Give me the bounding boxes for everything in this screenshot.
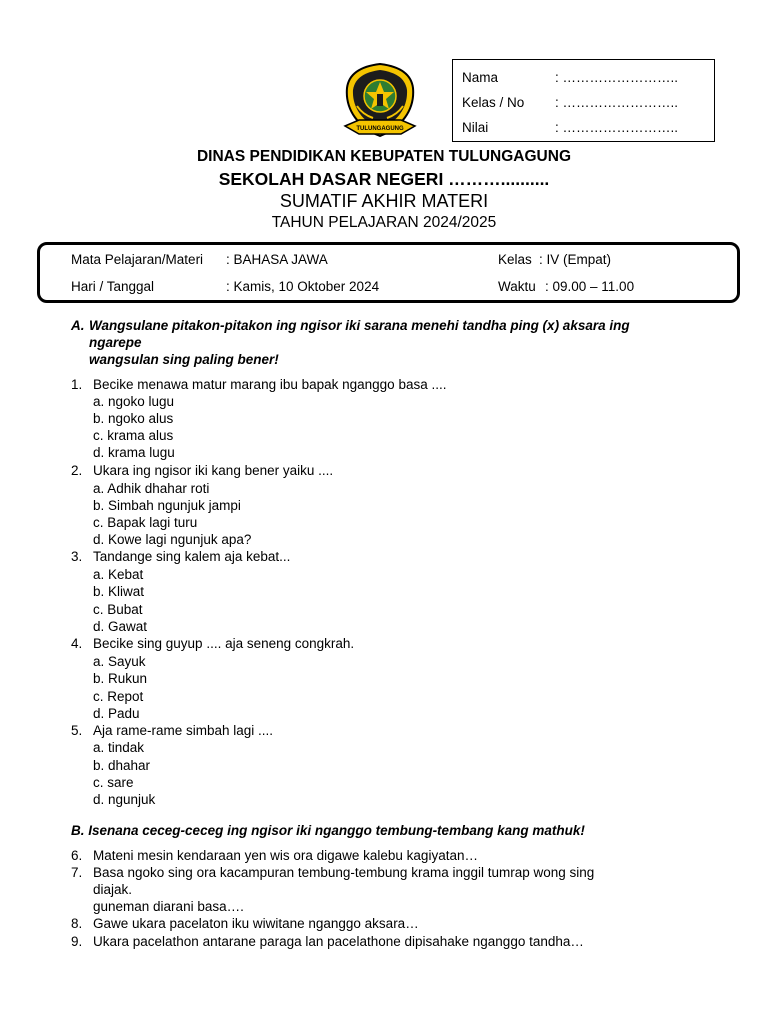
tulungagung-coat-of-arms-logo xyxy=(339,62,421,144)
exam-info-box xyxy=(37,242,740,303)
question-number: 9. xyxy=(71,934,83,949)
answer-option[interactable]: c. sare xyxy=(93,775,134,790)
identity-label: Nama xyxy=(462,70,499,85)
answer-option[interactable]: c. Bubat xyxy=(93,602,143,617)
identity-value-field[interactable]: : …………………….. xyxy=(555,120,679,135)
answer-option[interactable]: b. Kliwat xyxy=(93,584,145,599)
answer-option[interactable]: d. Padu xyxy=(93,706,140,721)
section-a-instruction-line2: ngarepe xyxy=(89,335,142,350)
question-text: Ukara ing ngisor iki kang bener yaiku .... xyxy=(93,463,334,478)
class-value: : IV (Empat) xyxy=(539,252,612,267)
answer-option[interactable]: b. Rukun xyxy=(93,671,148,686)
answer-option[interactable]: d. krama lugu xyxy=(93,445,175,460)
answer-option[interactable]: c. Repot xyxy=(93,689,144,704)
answer-option[interactable]: a. Sayuk xyxy=(93,654,146,669)
question-text: Aja rame-rame simbah lagi .... xyxy=(93,723,274,738)
answer-option[interactable]: a. tindak xyxy=(93,740,145,755)
answer-option[interactable]: a. Adhik dhahar roti xyxy=(93,481,210,496)
question-number: 4. xyxy=(71,636,83,651)
school-title: SEKOLAH DASAR NEGERI ……….......... xyxy=(218,169,550,189)
question-text: Becike menawa matur marang ibu bapak nganggo basa .... xyxy=(93,377,447,392)
answer-option[interactable]: b. Simbah ngunjuk jampi xyxy=(93,498,241,513)
subject-value: : BAHASA JAWA xyxy=(226,252,328,267)
answer-option[interactable]: b. dhahar xyxy=(93,758,151,773)
exam-title: SUMATIF AKHIR MATERI xyxy=(279,191,489,211)
question-text-continuation: diajak. xyxy=(93,882,133,897)
question-number: 3. xyxy=(71,549,83,564)
question-text: Tandange sing kalem aja kebat... xyxy=(93,549,291,564)
subject-label: Mata Pelajaran/Materi xyxy=(71,252,204,267)
identity-value-field[interactable]: : …………………….. xyxy=(555,95,679,110)
time-label: Waktu xyxy=(498,279,536,294)
section-b-instruction: B. Isenana ceceg-ceceg ing ngisor iki nganggo tembung-tembang kang mathuk! xyxy=(71,823,585,838)
question-number: 5. xyxy=(71,723,83,738)
academic-year: TAHUN PELAJARAN 2024/2025 xyxy=(271,214,497,231)
answer-option[interactable]: a. Kebat xyxy=(93,567,144,582)
answer-option[interactable]: d. Kowe lagi ngunjuk apa? xyxy=(93,532,252,547)
identity-value-field[interactable]: : …………………….. xyxy=(555,70,679,85)
section-a-instruction-line3: wangsulan sing paling bener! xyxy=(89,352,279,367)
answer-option[interactable]: d. Gawat xyxy=(93,619,148,634)
identity-label: Nilai xyxy=(462,120,489,135)
question-text: Ukara pacelathon antarane paraga lan pacelathone dipisahake nganggo tandha… xyxy=(93,934,584,949)
logo-banner-text: TULUNGAGUNG xyxy=(356,126,404,132)
class-label: Kelas xyxy=(498,252,532,267)
student-identity-box xyxy=(452,59,715,142)
identity-label: Kelas / No xyxy=(462,95,525,110)
day-label: Hari / Tanggal xyxy=(71,279,155,294)
time-value: : 09.00 – 11.00 xyxy=(545,279,635,294)
day-value: : Kamis, 10 Oktober 2024 xyxy=(226,279,380,294)
question-text: Mateni mesin kendaraan yen wis ora digawe kalebu kagiyatan… xyxy=(93,848,478,863)
question-number: 1. xyxy=(71,377,83,392)
answer-option[interactable]: c. krama alus xyxy=(93,428,174,443)
answer-option[interactable]: b. ngoko alus xyxy=(93,411,174,426)
answer-option[interactable]: d. ngunjuk xyxy=(93,792,156,807)
section-a-letter: A. xyxy=(71,318,85,333)
question-text: Basa ngoko sing ora kacampuran tembung-tembung krama inggil tumrap wong sing xyxy=(93,865,595,880)
question-number: 7. xyxy=(71,865,83,880)
answer-option[interactable]: c. Bapak lagi turu xyxy=(93,515,198,530)
question-number: 6. xyxy=(71,848,83,863)
question-number: 8. xyxy=(71,916,83,931)
question-text: Becike sing guyup .... aja seneng congkrah. xyxy=(93,636,355,651)
answer-option[interactable]: a. ngoko lugu xyxy=(93,394,175,409)
question-text: Gawe ukara pacelaton iku wiwitane nganggo aksara… xyxy=(93,916,419,931)
section-a-instruction-line1: Wangsulane pitakon-pitakon ing ngisor iki sarana menehi tandha ping (x) aksara ing xyxy=(89,318,630,333)
question-text-continuation: guneman diarani basa…. xyxy=(93,899,244,914)
question-number: 2. xyxy=(71,463,83,478)
agency-title: DINAS PENDIDIKAN KEBUPATEN TULUNGAGUNG xyxy=(196,148,571,165)
